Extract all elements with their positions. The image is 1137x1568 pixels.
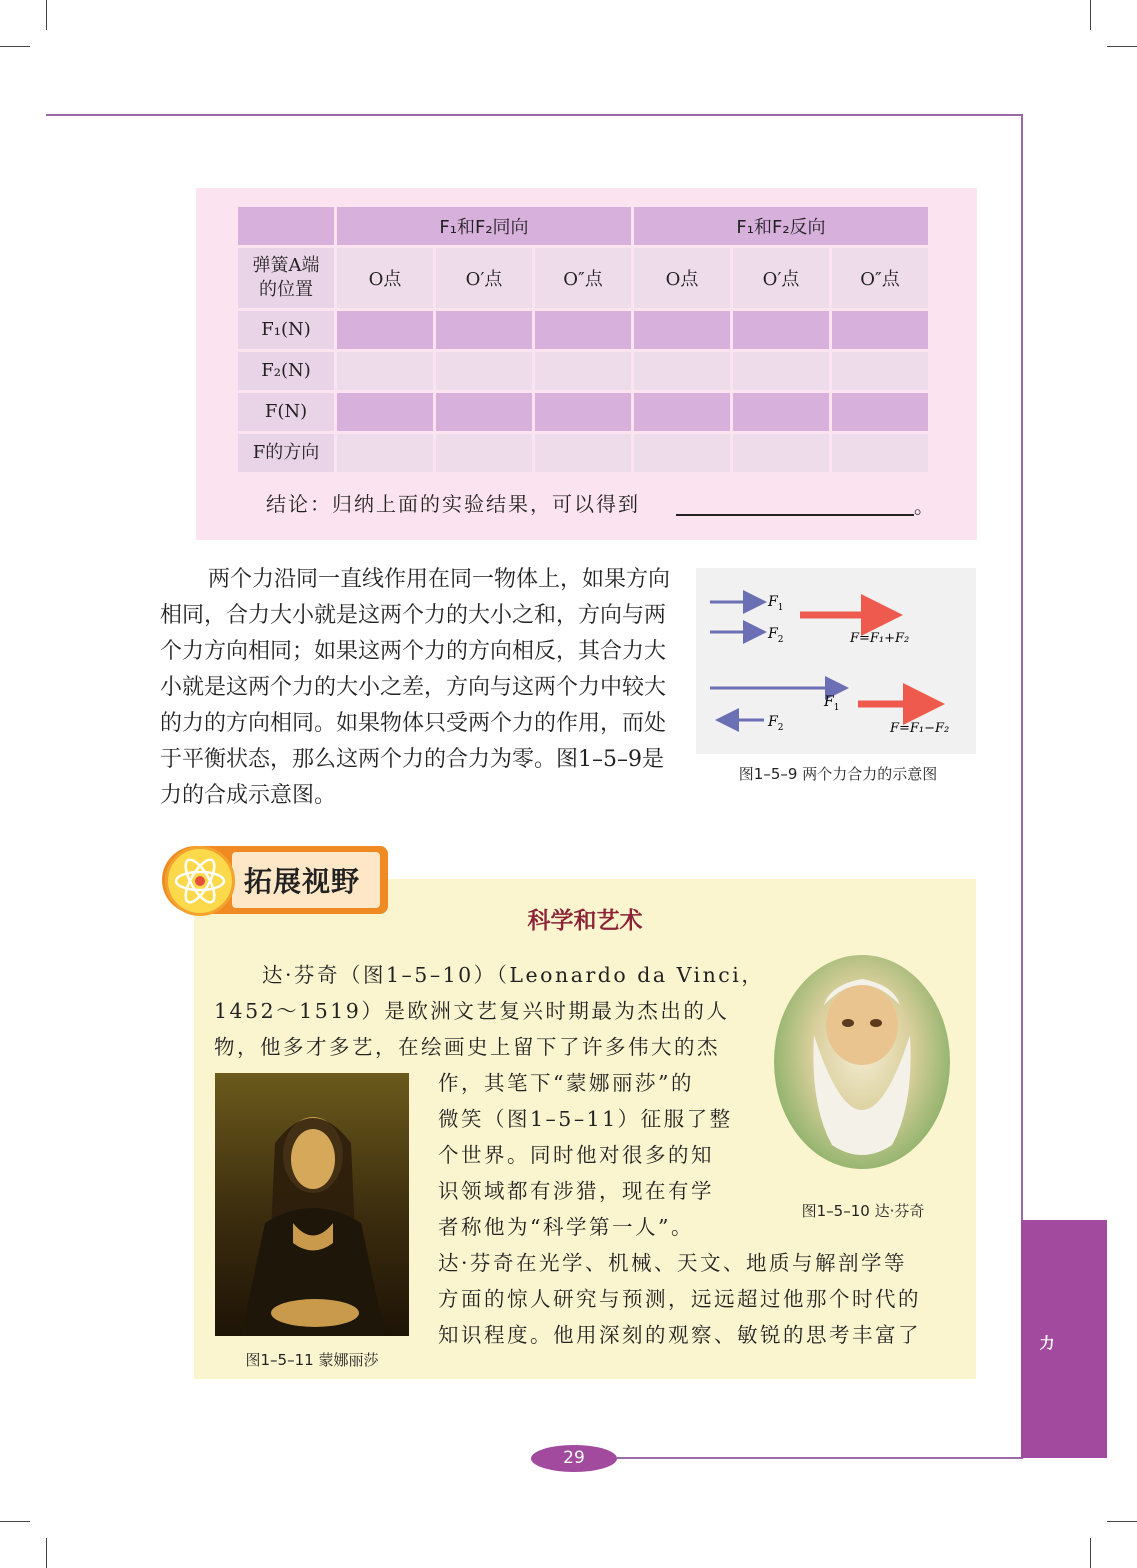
crop-mark xyxy=(46,0,47,30)
sum-formula: F=F₁+F₂ xyxy=(850,631,910,646)
f1-label: $F_1$ xyxy=(768,594,784,613)
empty-cell xyxy=(535,311,631,349)
text-line: 作，其笔下“蒙娜丽莎”的 xyxy=(438,1071,694,1095)
empty-cell xyxy=(832,311,928,349)
text-line: 识领域都有涉猎，现在有学 xyxy=(438,1179,714,1203)
body-paragraph: 两个力沿同一直线作用在同一物体上，如果方向相同，合力大小就是这两个力的大小之和，方向与两个力方向相同；如果这两个力的方向相反，其合力大小就是这两个力的大小之差，方向与这两个力中较大的力的方向相同。如果物体只受两个力的作用，而处于平衡状态，那么这两个力的合力为零。图1–5–9是力的合成示意图。 xyxy=(160,567,671,808)
header-opposite-direction: F₁和F₂反向 xyxy=(634,207,928,245)
crop-mark xyxy=(46,1538,47,1568)
crop-mark xyxy=(0,46,30,47)
table-row xyxy=(238,434,928,472)
row-label-f: F(N) xyxy=(238,393,334,431)
empty-cell xyxy=(337,352,433,390)
page-frame-bottom xyxy=(617,1457,1021,1459)
text-line: 微笑（图1–5–11）征服了整 xyxy=(438,1107,733,1131)
position-cell: O″点 xyxy=(535,248,631,308)
text-line: 者称他为“科学第一人”。 xyxy=(438,1215,694,1239)
empty-cell xyxy=(436,393,532,431)
f2-label-opposite: $F_2$ xyxy=(768,714,784,733)
empty-cell xyxy=(832,393,928,431)
table-row xyxy=(238,393,928,431)
empty-cell xyxy=(634,311,730,349)
row-label-f1: F₁(N) xyxy=(238,311,334,349)
empty-cell xyxy=(733,434,829,472)
position-label-line1: 弹簧A端 xyxy=(252,255,320,276)
empty-cell xyxy=(634,434,730,472)
conclusion-blank-line xyxy=(676,514,914,516)
position-cell: O点 xyxy=(337,248,433,308)
position-label-line2: 的位置 xyxy=(259,279,313,300)
empty-cell xyxy=(337,311,433,349)
position-cell: O点 xyxy=(634,248,730,308)
text-line: 个世界。同时他对很多的知 xyxy=(438,1143,714,1167)
section-title: 科学和艺术 xyxy=(527,908,643,934)
empty-cell xyxy=(832,434,928,472)
position-cell: O′点 xyxy=(436,248,532,308)
conclusion-period: 。 xyxy=(914,494,934,518)
text-line: 达·芬奇在光学、机械、天文、地质与解剖学等 xyxy=(438,1251,908,1275)
position-cell: O″点 xyxy=(832,248,928,308)
row-label-position xyxy=(238,248,334,308)
table-row xyxy=(238,248,928,308)
text-line: 方面的惊人研究与预测，远远超过他那个时代的 xyxy=(438,1287,921,1311)
empty-cell xyxy=(733,311,829,349)
crop-mark xyxy=(1090,0,1091,30)
crop-mark xyxy=(1107,46,1137,47)
crop-mark xyxy=(1090,1538,1091,1568)
chapter-tab-label: 力 xyxy=(1039,1334,1055,1352)
page-frame-top xyxy=(46,114,1022,116)
empty-cell xyxy=(535,352,631,390)
table-row xyxy=(238,352,928,390)
conclusion-text: 结论：归纳上面的实验结果，可以得到 xyxy=(266,492,640,516)
mona-lisa-painting xyxy=(215,1073,409,1336)
text-line: 1452～1519）是欧洲文艺复兴时期最为杰出的人 xyxy=(214,999,730,1023)
f2-label: $F_2$ xyxy=(768,626,784,645)
empty-cell xyxy=(337,434,433,472)
empty-cell xyxy=(733,352,829,390)
difference-formula: F=F₁−F₂ xyxy=(890,721,950,736)
empty-cell xyxy=(634,352,730,390)
position-cell: O′点 xyxy=(733,248,829,308)
text-line: 达·芬奇（图1–5–10）（Leonardo da Vinci， xyxy=(262,963,765,987)
f1-label-opposite: $F_1$ xyxy=(824,694,840,713)
empty-cell xyxy=(436,434,532,472)
force-diagram xyxy=(696,568,976,754)
page-number: 29 xyxy=(531,1445,617,1472)
table-corner-cell xyxy=(238,207,334,245)
crop-mark xyxy=(0,1521,30,1522)
empty-cell xyxy=(337,393,433,431)
table-header-row xyxy=(238,207,928,245)
empty-cell xyxy=(436,311,532,349)
crop-mark xyxy=(1107,1521,1137,1522)
figure-caption-1-5-10: 图1–5–10 达·芬奇 xyxy=(801,1202,925,1220)
da-vinci-portrait xyxy=(774,955,950,1169)
badge-label: 拓展视野 xyxy=(244,865,361,898)
empty-cell xyxy=(733,393,829,431)
text-line: 物，他多才多艺，在绘画史上留下了许多伟大的杰 xyxy=(214,1035,720,1059)
empty-cell xyxy=(535,434,631,472)
empty-cell xyxy=(436,352,532,390)
chapter-side-tab xyxy=(1021,1220,1107,1458)
experiment-table xyxy=(235,204,931,475)
figure-caption-1-5-9: 图1–5–9 两个力合力的示意图 xyxy=(738,765,938,783)
row-label-f-direction: F的方向 xyxy=(238,434,334,472)
empty-cell xyxy=(535,393,631,431)
empty-cell xyxy=(634,393,730,431)
header-same-direction: F₁和F₂同向 xyxy=(337,207,631,245)
figure-caption-1-5-11: 图1–5–11 蒙娜丽莎 xyxy=(245,1351,379,1369)
empty-cell xyxy=(832,352,928,390)
row-label-f2: F₂(N) xyxy=(238,352,334,390)
atom-icon xyxy=(165,846,235,916)
table-row xyxy=(238,311,928,349)
text-line: 知识程度。他用深刻的观察、敏锐的思考丰富了 xyxy=(438,1323,921,1347)
